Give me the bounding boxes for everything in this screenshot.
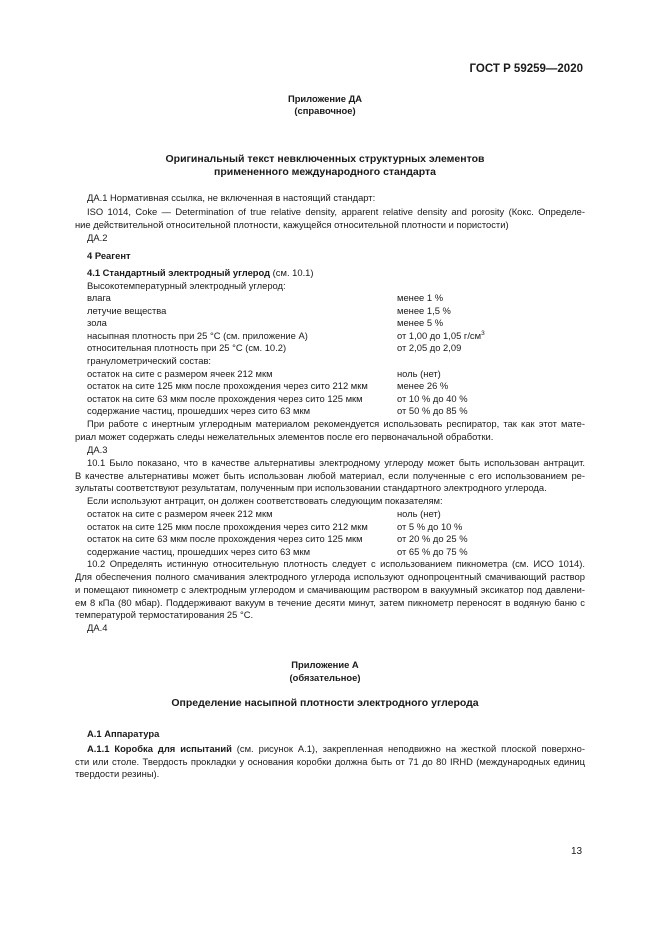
- appendix-heading: Определение насыпной плотности электродного углерода: [171, 697, 479, 709]
- property-name: насыпная плотность при 25 °С (см. приложение А): [87, 329, 308, 341]
- paragraph: ДА.3: [87, 444, 108, 455]
- page-number: 13: [571, 846, 583, 857]
- property-name: остаток на сите с размером ячеек 212 мкм: [87, 508, 273, 519]
- standard-number: ГОСТ Р 59259—2020: [469, 63, 583, 75]
- paragraph-text: (см. рисунок А.1), закрепленная неподвижно на жесткой плоской поверхно-: [231, 743, 586, 754]
- paragraph: В качестве альтернативы может быть использован любой материал, если полученные с его использованием ре-: [75, 470, 585, 481]
- subsection-heading: [87, 267, 314, 279]
- paragraph: температурой термостатирования 25 °С.: [75, 609, 254, 620]
- property-name: содержание частиц, прошедших через сито 63 мкм: [87, 545, 311, 557]
- property-value: [397, 317, 443, 329]
- property-name: гранулометрический состав:: [87, 355, 212, 366]
- property-name: остаток на сите 125 мкм после прохождения через сито 212 мкм: [87, 380, 368, 392]
- property-name: относительная плотность при 25 °С (см. 10.2): [87, 342, 287, 354]
- property-value: [397, 521, 462, 533]
- property-name: остаток на сите 125 мкм после прохождения через сито 212 мкм: [87, 520, 368, 532]
- property-value: [397, 368, 441, 380]
- property-value-text: от 10 % до 40 %: [397, 392, 468, 404]
- property-value: [397, 305, 451, 317]
- property-value-text: от 2,05 до 2,09: [397, 342, 462, 354]
- property-value-text: менее 5 %: [397, 317, 444, 329]
- property-value: [397, 380, 448, 392]
- property-value: [397, 546, 468, 558]
- property-value: [397, 342, 461, 354]
- property-value: [397, 405, 468, 417]
- paragraph: ДА.2: [87, 232, 108, 243]
- property-value-text: от 5 % до 10 %: [397, 520, 463, 532]
- property-name: остаток на сите 63 мкм после прохождения через сито 125 мкм: [87, 392, 363, 404]
- paragraph: и помещают пикнометр с электродным углеродом и смачивающим раствором в вакуумный эксикатор под давлени-: [75, 584, 585, 595]
- paragraph: Если используют антрацит, он должен соответствовать следующим показателям:: [87, 495, 443, 506]
- paragraph: твердости резины).: [75, 768, 160, 779]
- appendix-heading: Оригинальный текст невключенных структурных элементов: [165, 153, 485, 165]
- property-value-text: от 50 % до 85 %: [397, 405, 468, 417]
- property-value-text: ноль (нет): [397, 367, 441, 379]
- property-value-text: от 65 % до 75 %: [397, 545, 468, 557]
- section-heading: А.1 Аппаратура: [87, 728, 160, 739]
- property-value-text: менее 1 %: [397, 292, 444, 303]
- property-name: содержание частиц, прошедших через сито 63 мкм: [87, 405, 311, 417]
- property-name: остаток на сите с размером ячеек 212 мкм: [87, 367, 273, 379]
- paragraph: риал может содержать следы нежелательных элементов после его первоначальной обработки.: [75, 431, 494, 442]
- paragraph: ДА.4: [87, 622, 108, 633]
- property-value-text: от 20 % до 25 %: [397, 533, 468, 545]
- subsection-title: 4.1 Стандартный электродный углерод: [87, 267, 271, 278]
- property-name: остаток на сите 63 мкм после прохождения через сито 125 мкм: [87, 533, 363, 545]
- subsection-ref: (см. 10.1): [270, 267, 314, 278]
- paragraph: При работе с инертным углеродным материалом рекомендуется использовать респиратор, так как этот мате-: [87, 418, 585, 429]
- property-name: зола: [87, 317, 107, 329]
- property-value: [397, 533, 468, 545]
- paragraph: 10.2 Определять истинную относительную плотность следует с использованием пикнометра (см. ИСО 1014).: [87, 558, 585, 569]
- property-name: летучие вещества: [87, 304, 167, 316]
- property-value: [397, 330, 485, 342]
- paragraph: ем 8 кПа (80 мбар). Поддерживают вакуум в течение десяти минут, затем пикнометр переносят в водяную баню с: [75, 597, 585, 608]
- paragraph: [87, 743, 585, 755]
- property-value-text: ноль (нет): [397, 508, 441, 519]
- property-name: влага: [87, 292, 111, 303]
- appendix-title: Приложение А: [291, 659, 359, 670]
- paragraph: ISO 1014, Coke — Determination of true relative density, apparent relative density and porosity (Кокс. Определе-: [87, 206, 585, 217]
- superscript: 3: [481, 329, 485, 337]
- appendix-status: (справочное): [294, 105, 356, 116]
- subsection-title: А.1.1 Коробка для испытаний: [87, 743, 232, 754]
- property-value: [397, 292, 443, 304]
- property-value-text: менее 26 %: [397, 380, 449, 392]
- paragraph: ДА.1 Нормативная ссылка, не включенная в настоящий стандарт:: [87, 192, 376, 203]
- paragraph: ние действительной относительной плотности, кажущейся относительной плотности и пористости): [75, 219, 509, 230]
- property-value: [397, 508, 441, 520]
- property-value: [397, 393, 468, 405]
- paragraph: сти или столе. Твердость прокладки у основания коробки должна быть от 71 до 80 IRHD (международных единиц: [75, 756, 585, 767]
- property-value-text: менее 1,5 %: [397, 304, 451, 316]
- section-heading: 4 Реагент: [87, 250, 131, 261]
- appendix-heading: примененного международного стандарта: [214, 166, 436, 178]
- appendix-title: Приложение ДА: [287, 93, 363, 104]
- paragraph: зультаты соответствуют результатам, полученным при использовании стандартного электродного углерода.: [75, 482, 547, 493]
- paragraph: Для обеспечения полного смачивания электродного углерода используют однопроцентный смачивающий раствор: [75, 571, 585, 582]
- paragraph: 10.1 Было показано, что в качестве альтернативы электродному углероду может быть использован антрацит.: [87, 457, 585, 468]
- property-value-text: от 1,00 до 1,05 г/см: [397, 329, 482, 341]
- appendix-status: (обязательное): [289, 672, 361, 683]
- paragraph: Высокотемпературный электродный углерод:: [87, 280, 286, 291]
